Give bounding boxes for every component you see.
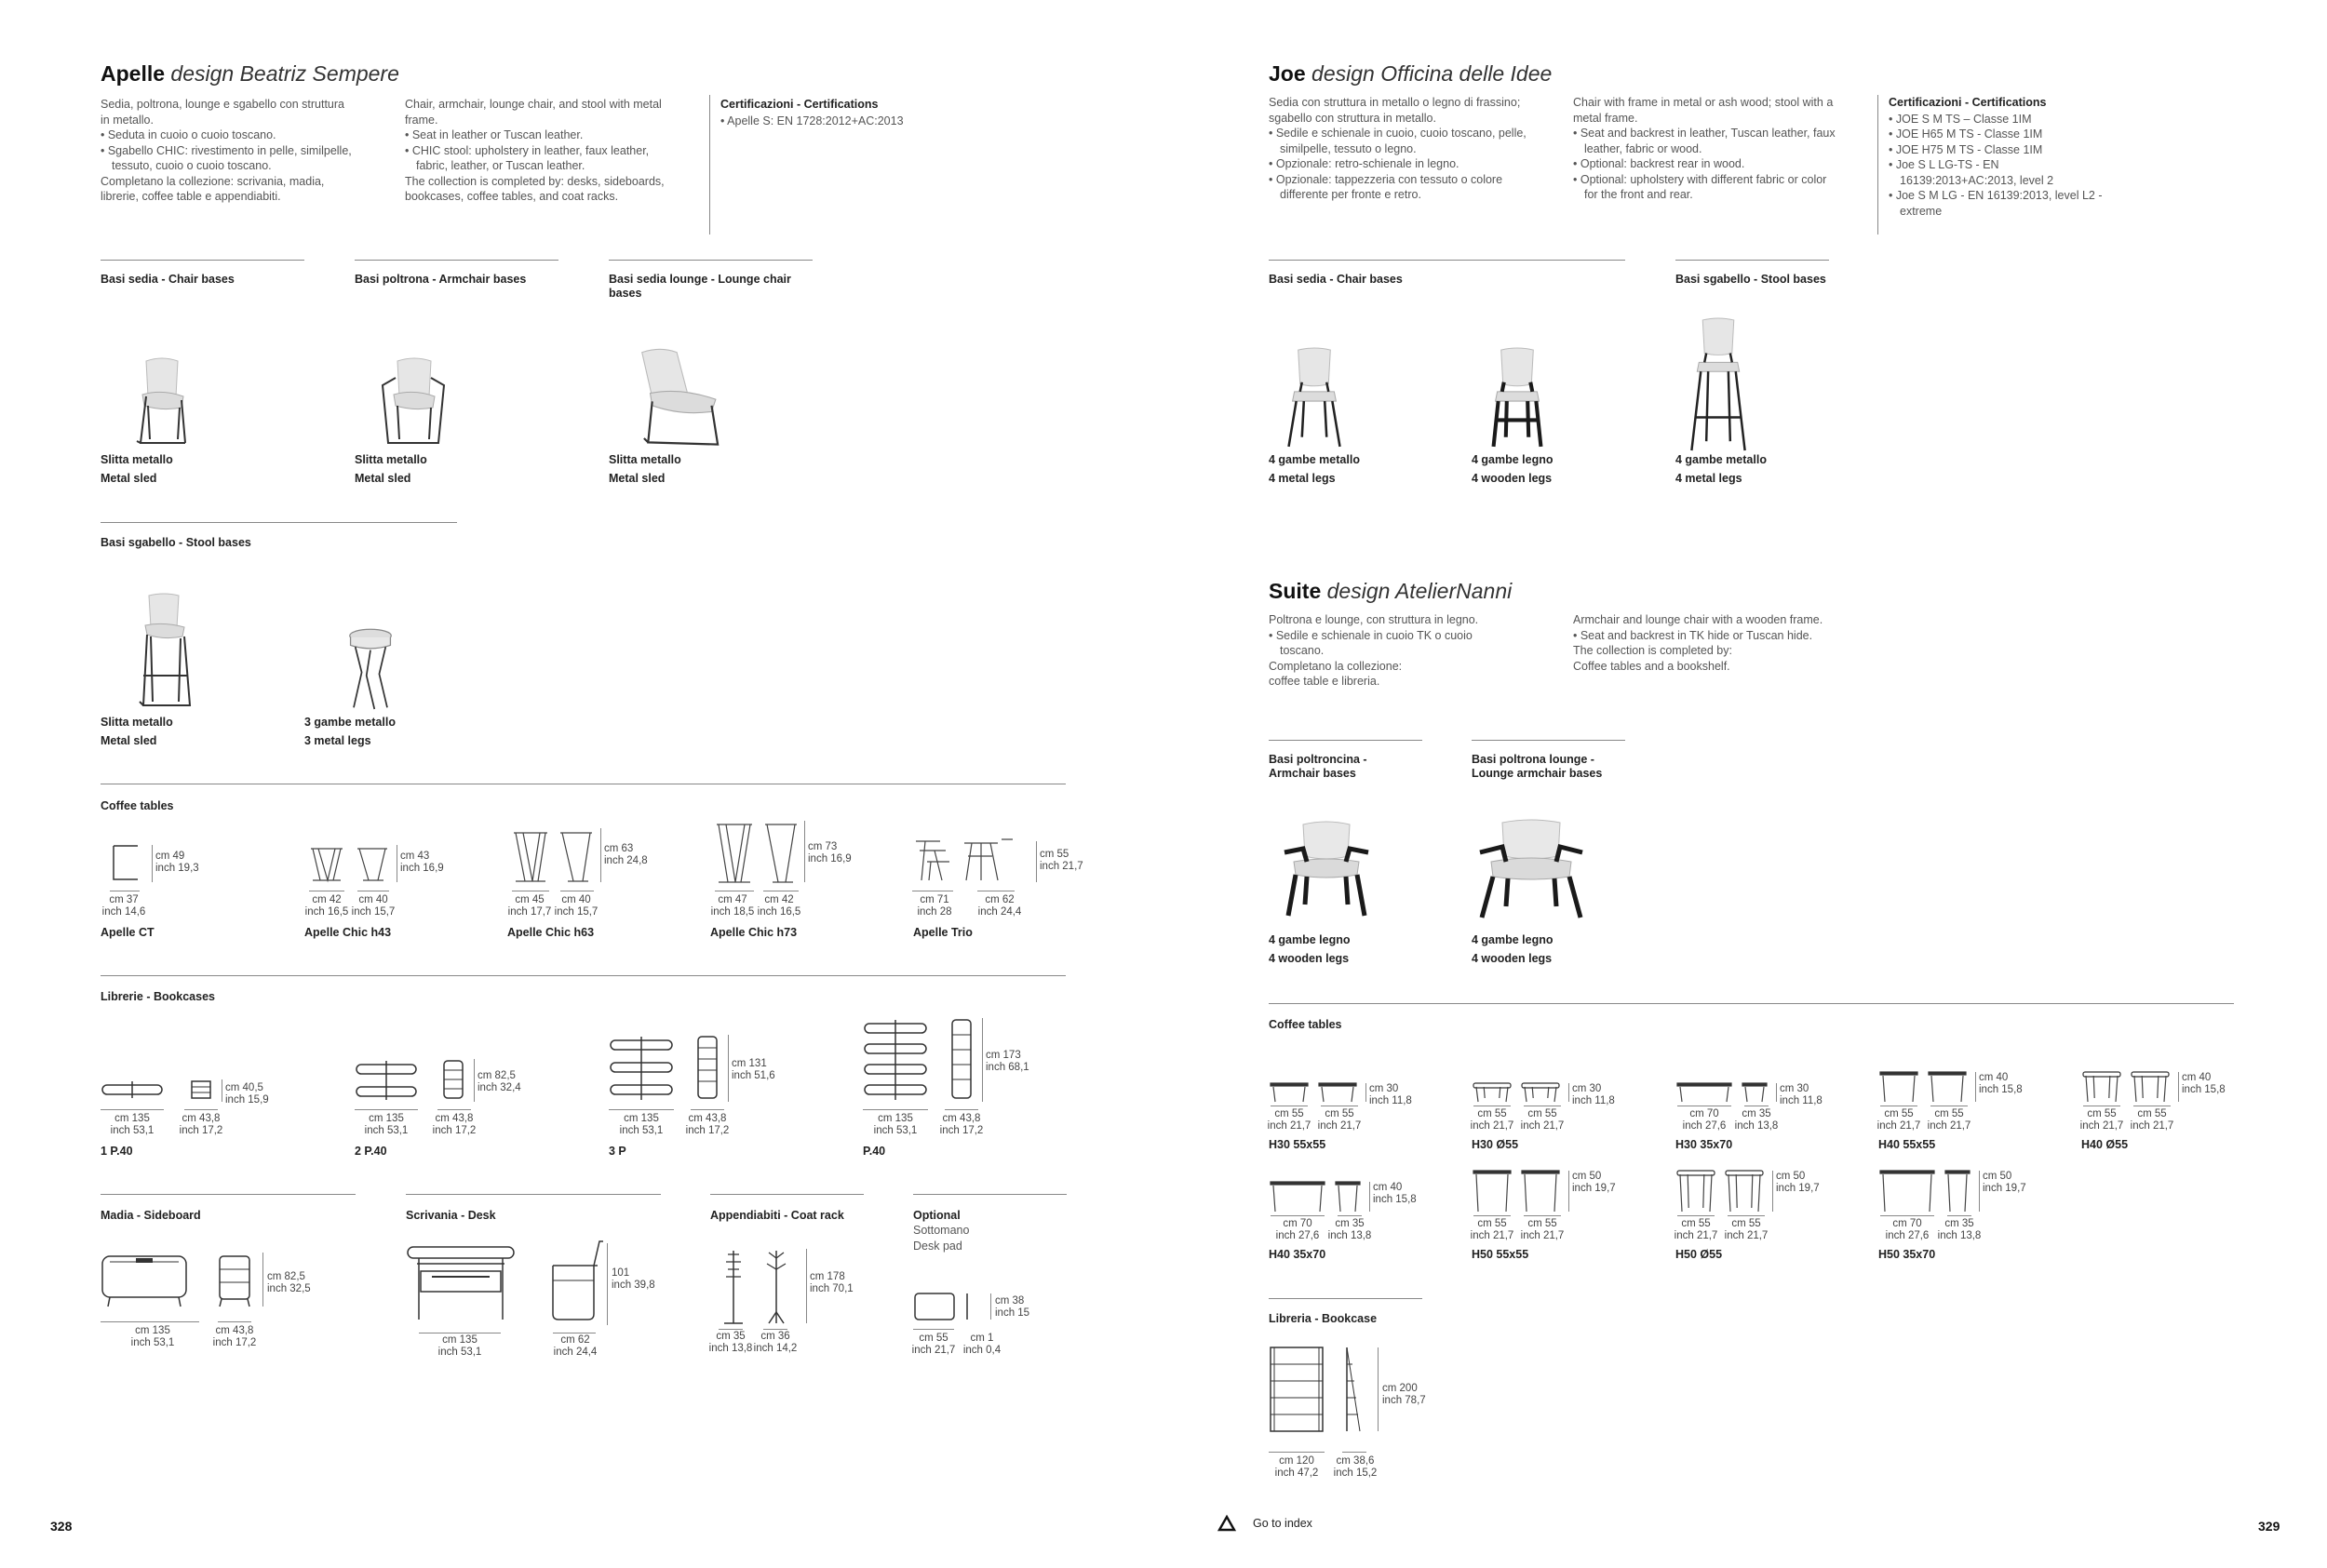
bookcase-p40-name: P.40 (863, 1145, 886, 1158)
apelle-bookcases-title: Librerie - Bookcases (101, 990, 215, 1003)
desk-pad-drawing (913, 1292, 988, 1323)
suite-coffee-table-width: cm 55 inch 21,7 (1470, 1218, 1514, 1241)
suite-bookcase-drawing (1269, 1346, 1371, 1435)
divider (1269, 1298, 1422, 1299)
cert-item: • JOE H65 M TS - Classe 1IM (1889, 127, 2043, 141)
divider (710, 1194, 864, 1195)
apelle-ct-width: cm 37 inch 14,6 (101, 894, 146, 918)
dimension-line (1568, 1083, 1569, 1102)
dimension-line (600, 828, 601, 882)
dimension-line (691, 1109, 724, 1110)
apelle-stool-image (127, 592, 201, 713)
joe-metal-chair-image (1281, 346, 1348, 450)
divider (913, 1194, 1067, 1195)
coat-rack-drawing (719, 1247, 802, 1327)
caption-it: 4 gambe metallo (1675, 453, 1767, 466)
desk-title: Scrivania - Desk (406, 1209, 496, 1222)
coat-rack-depth: cm 36 inch 14,2 (753, 1331, 798, 1354)
suite-coffee-table-depth: cm 35 inch 13,8 (1734, 1108, 1779, 1132)
cert-item: • Joe S L LG-TS - EN 16139:2013+AC:2013, level 2 (1889, 158, 2054, 187)
desc-line: • Optional: backrest rear in wood. (1573, 157, 1745, 170)
suite-coffee-table-depth: cm 55 inch 21,7 (1724, 1218, 1769, 1241)
dimension-line (719, 1329, 743, 1330)
caption-en: 4 metal legs (1675, 472, 1742, 485)
joe-stool-bases-title: Basi sgabello - Stool bases (1675, 273, 1826, 286)
apelle-ct-height: cm 49 inch 19,3 (155, 851, 199, 874)
divider (609, 260, 813, 261)
go-to-index-link[interactable] (1217, 1515, 1312, 1532)
dimension-line (437, 1109, 471, 1110)
apelle-chic-h43-depth: cm 40 inch 15,7 (351, 894, 396, 918)
cert-heading: Certificazioni - Certifications (1889, 96, 2047, 109)
apelle-trio-name: Apelle Trio (913, 926, 973, 939)
suite-coffee-table-name: H30 55x55 (1269, 1138, 1326, 1151)
joe-chair-bases-title: Basi sedia - Chair bases (1269, 273, 1403, 286)
suite-coffee-table-height: cm 50 inch 19,7 (1572, 1171, 1616, 1194)
divider (101, 260, 304, 261)
suite-coffee-table-height: cm 50 inch 19,7 (1983, 1171, 2026, 1194)
dimension-line (101, 1321, 199, 1322)
suite-coffee-table-height: cm 40 inch 15,8 (1373, 1182, 1417, 1205)
sideboard-width: cm 135 inch 53,1 (130, 1325, 175, 1348)
divider (1877, 95, 1878, 235)
dimension-line (1269, 1452, 1325, 1453)
apelle-trio-width: cm 71 inch 28 (917, 894, 952, 918)
cert-heading: Certificazioni - Certifications (720, 98, 879, 111)
apelle-3leg-stool-image (343, 625, 398, 715)
joe-wood-caption (1472, 450, 1554, 488)
dimension-line (913, 1329, 954, 1330)
desc-line: • Seat and backrest in TK hide or Tuscan hide. (1573, 628, 1813, 642)
suite-coffee-table-width: cm 70 inch 27,6 (1682, 1108, 1727, 1132)
dimension-line (1524, 1215, 1561, 1216)
bookcase-2p40-name: 2 P.40 (355, 1145, 387, 1158)
suite-designer: design AtelierNanni (1326, 579, 1513, 603)
apelle-armchair-caption (355, 450, 427, 488)
sideboard-title: Madia - Sideboard (101, 1209, 201, 1222)
apelle-chic-h73-name: Apelle Chic h73 (710, 926, 798, 939)
apelle-chic-h73-height: cm 73 inch 16,9 (808, 841, 852, 864)
apelle-chic-h63-depth: cm 40 inch 15,7 (554, 894, 599, 918)
apelle-stool-bases-title: Basi sgabello - Stool bases (101, 536, 251, 549)
desc-line: Coffee tables and a bookshelf. (1573, 659, 1730, 673)
joe-stool-image (1685, 316, 1752, 454)
divider (1472, 740, 1625, 741)
apelle-coffee-tables-title: Coffee tables (101, 799, 174, 812)
divider (1269, 1003, 2234, 1004)
desc-line: The collection is completed by: desks, sideboards, bookcases, coffee tables, and coat racks. (405, 174, 665, 203)
dimension-line (990, 1293, 991, 1320)
desc-line: • Sgabello CHIC: rivestimento in pelle, similpelle, tessuto, cuoio o cuoio toscano. (101, 143, 352, 172)
caption-en: 3 metal legs (304, 734, 371, 747)
suite-coffee-table-height: cm 30 inch 11,8 (1369, 1083, 1412, 1106)
bookcase-p40-height: cm 173 inch 68,1 (986, 1050, 1029, 1073)
apelle-chic-h43-name: Apelle Chic h43 (304, 926, 392, 939)
suite-lounge-image (1471, 819, 1592, 921)
suite-coffee-table-height: cm 50 inch 19,7 (1776, 1171, 1820, 1194)
bookcase-3p-depth: cm 43,8 inch 17,2 (685, 1113, 730, 1136)
divider (1675, 260, 1829, 261)
desc-line: • Opzionale: retro-schienale in legno. (1269, 157, 1459, 170)
caption-en: 4 wooden legs (1472, 952, 1553, 965)
dimension-line (101, 1109, 164, 1110)
dimension-line (863, 1109, 928, 1110)
caption-en: Metal sled (101, 472, 157, 485)
page-number-left: 328 (50, 1519, 73, 1534)
suite-armchair-bases-title: Basi poltroncina - Armchair bases (1269, 753, 1367, 780)
desk-pad-width: cm 55 inch 21,7 (911, 1333, 956, 1356)
suite-coffee-table-name: H40 55x55 (1878, 1138, 1936, 1151)
suite-coffee-table-height: cm 30 inch 11,8 (1780, 1083, 1823, 1106)
suite-armchair-caption (1269, 931, 1351, 968)
apelle-lounge-caption (609, 450, 681, 488)
desc-line: Sedia con struttura in metallo o legno di frassino; sgabello con struttura in metallo. (1269, 96, 1521, 125)
suite-coffee-tables-title: Coffee tables (1269, 1018, 1342, 1031)
dimension-line (152, 845, 153, 882)
dimension-line (262, 1253, 263, 1307)
coat-rack-title: Appendiabiti - Coat rack (710, 1209, 844, 1222)
bookcase-1p40-drawing (101, 1079, 240, 1102)
cert-item: • Joe S M LG - EN 16139:2013, level L2 - extreme (1889, 189, 2103, 218)
dimension-line (607, 1243, 608, 1325)
divider (101, 1194, 356, 1195)
apelle-chic-h63-name: Apelle Chic h63 (507, 926, 595, 939)
sideboard-height: cm 82,5 inch 32,5 (267, 1271, 311, 1294)
joe-description-it (1269, 95, 1539, 203)
dimension-line (355, 1109, 418, 1110)
dimension-line (1036, 841, 1037, 882)
bookcase-1p40-height: cm 40,5 inch 15,9 (225, 1082, 269, 1106)
desc-line: Chair, armchair, lounge chair, and stool with metal frame. (405, 98, 662, 127)
joe-wood-chair-image (1484, 346, 1551, 450)
suite-coffee-table-height: cm 40 inch 15,8 (1979, 1072, 2023, 1095)
suite-coffee-table-width: cm 70 inch 27,6 (1275, 1218, 1320, 1241)
suite-coffee-table-drawing (1878, 1169, 1999, 1215)
dimension-line (1568, 1171, 1569, 1212)
dimension-line (728, 1035, 729, 1102)
suite-coffee-table-width: cm 55 inch 21,7 (1674, 1218, 1718, 1241)
suite-bookcase-height: cm 200 inch 78,7 (1382, 1383, 1426, 1406)
caption-it: Slitta metallo (355, 453, 427, 466)
suite-coffee-table-name: H30 35x70 (1675, 1138, 1733, 1151)
desc-line: • Seat and backrest in leather, Tuscan leather, faux leather, fabric or wood. (1573, 127, 1836, 155)
divider (1269, 260, 1625, 261)
cert-item: • JOE H75 M TS - Classe 1IM (1889, 142, 2043, 156)
joe-metal-caption (1269, 450, 1360, 488)
dimension-line (1880, 1215, 1934, 1216)
suite-coffee-table-name: H50 35x70 (1878, 1248, 1936, 1261)
suite-armchair-image (1275, 819, 1378, 921)
suite-coffee-table-depth: cm 35 inch 13,8 (1327, 1218, 1372, 1241)
cert-item: • JOE S M TS – Classe 1IM (1889, 112, 2032, 126)
suite-coffee-table-height: cm 30 inch 11,8 (1572, 1083, 1615, 1106)
divider (101, 975, 1066, 976)
suite-coffee-table-depth: cm 35 inch 13,8 (1937, 1218, 1982, 1241)
apelle-lounge-image (629, 346, 722, 449)
apelle-armchair-image (377, 354, 451, 447)
bookcase-2p40-height: cm 82,5 inch 32,4 (478, 1070, 521, 1093)
dimension-line (804, 821, 805, 882)
apelle-title (101, 61, 399, 87)
suite-coffee-table-width: cm 70 inch 27,6 (1885, 1218, 1930, 1241)
apelle-chic-h43-width: cm 42 inch 16,5 (304, 894, 349, 918)
dimension-line (1947, 1215, 1971, 1216)
desc-line: • Seduta in cuoio o cuoio toscano. (101, 128, 276, 141)
apelle-chic-h73-depth: cm 42 inch 16,5 (757, 894, 801, 918)
page-number-right: 329 (2258, 1519, 2280, 1534)
apelle-trio-drawing (912, 838, 1015, 884)
joe-title (1269, 61, 1552, 87)
dimension-line (1728, 1215, 1765, 1216)
apelle-stool-caption (101, 713, 173, 750)
caption-en: Metal sled (609, 472, 666, 485)
suite-coffee-table-width: cm 55 inch 21,7 (1267, 1108, 1311, 1132)
apelle-3leg-stool-caption (304, 713, 396, 750)
dimension-line (1342, 1452, 1366, 1453)
caption-en: Metal sled (101, 734, 157, 747)
suite-coffee-table-width: cm 55 inch 21,7 (1876, 1108, 1921, 1132)
apelle-chair-image (127, 354, 197, 447)
joe-stool-caption (1675, 450, 1767, 488)
suite-lounge-caption (1472, 931, 1554, 968)
caption-en: 4 wooden legs (1472, 472, 1553, 485)
dimension-line (2178, 1072, 2179, 1102)
home-triangle-icon (1217, 1515, 1236, 1532)
divider (709, 95, 710, 235)
caption-it: Slitta metallo (101, 453, 173, 466)
dimension-line (1776, 1083, 1777, 1102)
dimension-line (1378, 1347, 1379, 1431)
suite-coffee-table-depth: cm 55 inch 21,7 (1317, 1108, 1362, 1132)
suite-coffee-table-depth: cm 55 inch 21,7 (1520, 1218, 1565, 1241)
sideboard-depth: cm 43,8 inch 17,2 (212, 1325, 257, 1348)
apelle-chair-caption (101, 450, 173, 488)
sideboard-drawing (101, 1253, 259, 1318)
caption-en: Metal sled (355, 472, 411, 485)
apelle-trio-depth: cm 62 inch 24,4 (977, 894, 1022, 918)
caption-it: Slitta metallo (101, 716, 173, 729)
desc-line: coffee table e libreria. (1269, 675, 1380, 688)
desc-line: Sedia, poltrona, lounge e sgabello con struttura in metallo. (101, 98, 344, 127)
dimension-line (1473, 1215, 1511, 1216)
suite-coffee-table-name: H30 Ø55 (1472, 1138, 1519, 1151)
bookcase-1p40-name: 1 P.40 (101, 1145, 133, 1158)
divider (101, 522, 457, 523)
desc-line: Completano la collezione: (1269, 659, 1403, 673)
cert-item: • Apelle S: EN 1728:2012+AC:2013 (720, 114, 904, 127)
desk-height: 101 inch 39,8 (612, 1267, 655, 1291)
apelle-armchair-bases-title: Basi poltrona - Armchair bases (355, 273, 527, 286)
joe-name: Joe (1269, 61, 1306, 86)
bookcase-3p-height: cm 131 inch 51,6 (732, 1058, 775, 1081)
apelle-description-it (101, 97, 352, 205)
joe-description-en (1573, 95, 1843, 203)
dimension-line (609, 1109, 674, 1110)
optional-sub-en: Desk pad (913, 1239, 962, 1253)
suite-description-en (1573, 612, 1834, 674)
desk-pad-height: cm 38 inch 15 (995, 1295, 1030, 1319)
apelle-lounge-bases-title: Basi sedia lounge - Lounge chair bases (609, 273, 791, 300)
dimension-line (1365, 1083, 1366, 1102)
dimension-line (218, 1321, 251, 1322)
apelle-description-en (405, 97, 675, 205)
suite-lounge-bases-title: Basi poltrona lounge - Lounge armchair bases (1472, 753, 1603, 780)
dimension-line (1772, 1171, 1773, 1212)
caption-en: 4 metal legs (1269, 472, 1336, 485)
suite-coffee-table-width: cm 55 inch 21,7 (2079, 1108, 2124, 1132)
bookcase-3p-width: cm 135 inch 53,1 (619, 1113, 664, 1136)
desc-line: Poltrona e lounge, con struttura in legno. (1269, 613, 1479, 626)
desc-line: • Seat in leather or Tuscan leather. (405, 128, 584, 141)
dimension-line (474, 1059, 475, 1102)
caption-it: 4 gambe metallo (1269, 453, 1360, 466)
optional-title: Optional (913, 1209, 961, 1222)
apelle-trio-height: cm 55 inch 21,7 (1040, 849, 1083, 872)
dimension-line (1271, 1215, 1325, 1216)
apelle-chair-bases-title: Basi sedia - Chair bases (101, 273, 235, 286)
bookcase-p40-depth: cm 43,8 inch 17,2 (939, 1113, 984, 1136)
dimension-line (184, 1109, 218, 1110)
apelle-ct-name: Apelle CT (101, 926, 155, 939)
suite-coffee-table-name: H50 Ø55 (1675, 1248, 1723, 1261)
caption-it: 4 gambe legno (1472, 933, 1554, 946)
desc-line: The collection is completed by: (1573, 644, 1732, 657)
apelle-chic-h63-drawing (512, 831, 596, 883)
caption-it: 3 gambe metallo (304, 716, 396, 729)
desc-line: Armchair and lounge chair with a wooden frame. (1573, 613, 1823, 626)
suite-title (1269, 579, 1512, 604)
dimension-line (763, 1329, 787, 1330)
caption-it: 4 gambe legno (1472, 453, 1554, 466)
divider (406, 1194, 661, 1195)
desc-line: • Sedile e schienale in cuoio TK o cuoio toscano. (1269, 628, 1473, 657)
suite-coffee-table-width: cm 55 inch 21,7 (1470, 1108, 1514, 1132)
caption-it: Slitta metallo (609, 453, 681, 466)
coat-rack-width: cm 35 inch 13,8 (708, 1331, 753, 1354)
suite-coffee-table-drawing (1675, 1081, 1796, 1106)
suite-name: Suite (1269, 579, 1322, 603)
bookcase-1p40-width: cm 135 inch 53,1 (110, 1113, 155, 1136)
suite-coffee-table-name: H40 35x70 (1269, 1248, 1326, 1261)
bookcase-1p40-depth: cm 43,8 inch 17,2 (179, 1113, 223, 1136)
desk-width: cm 135 inch 53,1 (437, 1334, 482, 1358)
dimension-line (1369, 1182, 1370, 1212)
suite-coffee-table-depth: cm 55 inch 21,7 (1520, 1108, 1565, 1132)
bookcase-2p40-width: cm 135 inch 53,1 (364, 1113, 409, 1136)
bookcase-2p40-depth: cm 43,8 inch 17,2 (432, 1113, 477, 1136)
suite-bookcase-width: cm 120 inch 47,2 (1274, 1455, 1319, 1479)
desc-line: • Sedile e schienale in cuoio, cuoio toscano, pelle, similpelle, tessuto o legno. (1269, 127, 1527, 155)
joe-certifications (1889, 95, 2103, 219)
apelle-chic-h73-drawing (715, 823, 800, 884)
apelle-chic-h63-height: cm 63 inch 24,8 (604, 843, 648, 866)
apelle-designer: design Beatriz Sempere (170, 61, 399, 86)
optional-block (913, 1209, 969, 1253)
desk-pad-depth: cm 1 inch 0,4 (962, 1333, 1002, 1356)
desk-depth: cm 62 inch 24,4 (553, 1334, 598, 1358)
coat-rack-height: cm 178 inch 70,1 (810, 1271, 854, 1294)
optional-sub-it: Sottomano (913, 1224, 970, 1237)
suite-bookcase-depth: cm 38,6 inch 15,2 (1333, 1455, 1378, 1479)
apelle-name: Apelle (101, 61, 166, 86)
apelle-chic-h43-drawing (309, 847, 393, 882)
dimension-line (982, 1018, 983, 1102)
joe-designer: design Officina delle Idee (1311, 61, 1553, 86)
desk-drawing (406, 1238, 611, 1327)
desc-line: Completano la collezione: scrivania, madia, librerie, coffee table e appendiabiti. (101, 174, 325, 203)
apelle-chic-h63-width: cm 45 inch 17,7 (507, 894, 552, 918)
bookcase-3p-name: 3 P (609, 1145, 626, 1158)
suite-coffee-table-name: H40 Ø55 (2081, 1138, 2129, 1151)
suite-coffee-table-depth: cm 55 inch 21,7 (2130, 1108, 2174, 1132)
caption-en: 4 wooden legs (1269, 952, 1350, 965)
desc-line: Chair with frame in metal or ash wood; stool with a metal frame. (1573, 96, 1834, 125)
suite-coffee-table-height: cm 40 inch 15,8 (2182, 1072, 2226, 1095)
desc-line: • CHIC stool: upholstery in leather, faux leather, fabric, leather, or Tuscan leather. (405, 143, 650, 172)
apelle-certifications (720, 97, 962, 128)
dimension-line (945, 1109, 978, 1110)
apelle-ct-drawing (110, 842, 147, 883)
dimension-line (1677, 1215, 1715, 1216)
dimension-line (1979, 1171, 1980, 1212)
dimension-line (1338, 1215, 1362, 1216)
suite-description-it (1269, 612, 1511, 690)
suite-coffee-table-drawing (1269, 1180, 1390, 1215)
desc-line: • Optional: upholstery with different fabric or color for the front and rear. (1573, 172, 1827, 201)
bookcase-p40-width: cm 135 inch 53,1 (873, 1113, 918, 1136)
suite-coffee-table-depth: cm 55 inch 21,7 (1927, 1108, 1971, 1132)
dimension-line (1975, 1072, 1976, 1102)
suite-bookcase-title: Libreria - Bookcase (1269, 1312, 1378, 1325)
caption-it: 4 gambe legno (1269, 933, 1351, 946)
dimension-line (806, 1249, 807, 1323)
desc-line: • Opzionale: tappezzeria con tessuto o colore differente per fronte e retro. (1269, 172, 1503, 201)
divider (355, 260, 558, 261)
divider (1269, 740, 1422, 741)
apelle-chic-h43-height: cm 43 inch 16,9 (400, 851, 444, 874)
apelle-chic-h73-width: cm 47 inch 18,5 (710, 894, 755, 918)
suite-coffee-table-name: H50 55x55 (1472, 1248, 1529, 1261)
go-to-index-label: Go to index (1253, 1517, 1312, 1530)
